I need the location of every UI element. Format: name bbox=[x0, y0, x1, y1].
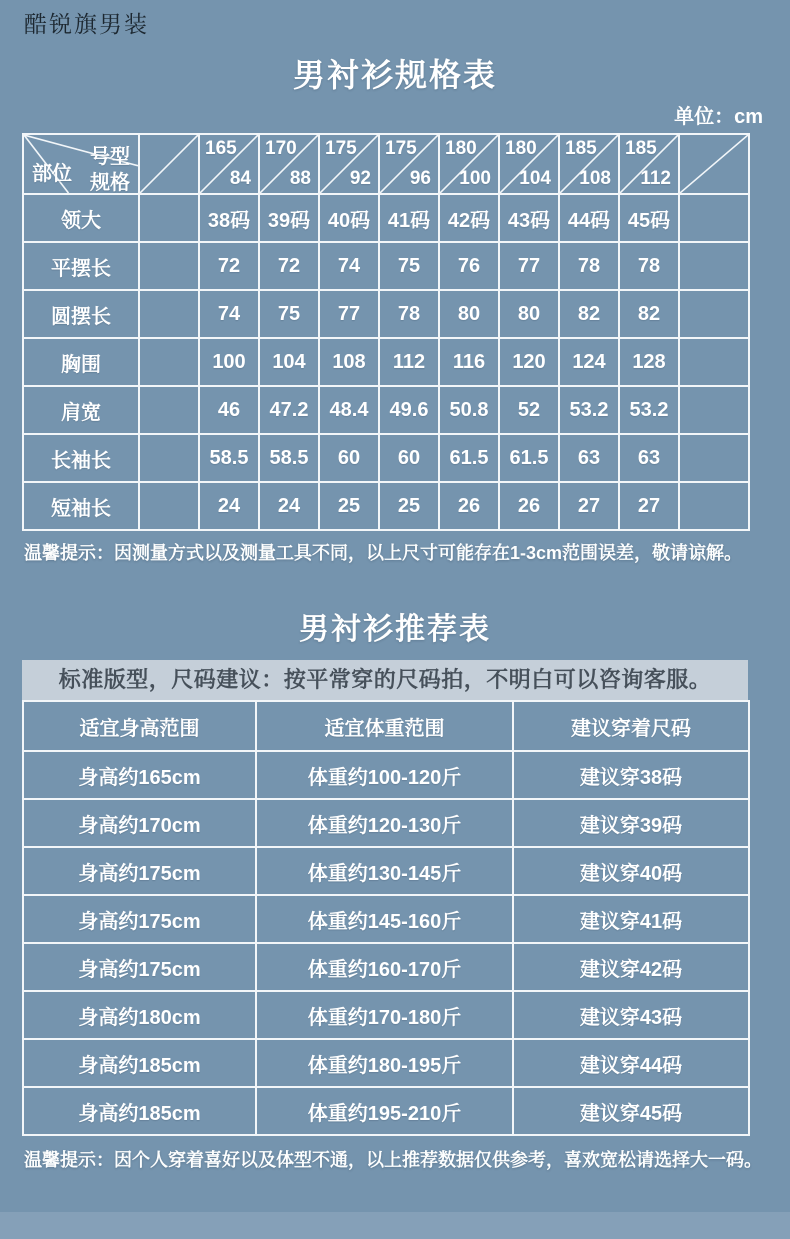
measure-value: 75 bbox=[379, 242, 439, 290]
size-header-cell-185-108 bbox=[559, 134, 619, 194]
spec-table-row bbox=[23, 338, 749, 386]
measure-value: 72 bbox=[259, 242, 319, 290]
recommend-table-title: 男衬衫推荐表 bbox=[299, 613, 491, 646]
size-header-cell-165-84 bbox=[199, 134, 259, 194]
spec-empty-diagonal-cell-right bbox=[679, 134, 749, 194]
measure-value: 112 bbox=[379, 338, 439, 386]
unit-label: 单位：cm bbox=[674, 106, 763, 128]
measure-value: 38码 bbox=[199, 194, 259, 242]
measure-label: 长袖长 bbox=[23, 434, 139, 482]
corner-label-part: 部位 bbox=[32, 163, 72, 185]
measure-value: 47.2 bbox=[259, 386, 319, 434]
size-chest-value: 96 bbox=[409, 168, 431, 189]
measure-value: 53.2 bbox=[559, 386, 619, 434]
measure-value: 108 bbox=[319, 338, 379, 386]
measure-value: 48.4 bbox=[319, 386, 379, 434]
empty-cell bbox=[139, 290, 199, 338]
measure-value: 61.5 bbox=[439, 434, 499, 482]
height-range: 身高约185cm bbox=[23, 1087, 256, 1135]
measure-value: 78 bbox=[559, 242, 619, 290]
corner-label-size-type: 号型 bbox=[90, 146, 130, 168]
height-range: 身高约170cm bbox=[23, 799, 256, 847]
empty-cell bbox=[139, 434, 199, 482]
spec-table-row bbox=[23, 242, 749, 290]
size-header-cell-180-100 bbox=[439, 134, 499, 194]
measure-value: 50.8 bbox=[439, 386, 499, 434]
weight-range: 体重约170-180斤 bbox=[256, 991, 513, 1039]
empty-cell bbox=[679, 386, 749, 434]
spec-corner-cell bbox=[23, 134, 139, 194]
empty-cell bbox=[679, 290, 749, 338]
measure-label: 圆摆长 bbox=[23, 290, 139, 338]
size-height-value: 175 bbox=[325, 138, 357, 159]
measure-value: 78 bbox=[619, 242, 679, 290]
recommend-table-note: 温馨提示：因个人穿着喜好以及体型不通，以上推荐数据仅供参考，喜欢宽松请选择大一码。 bbox=[24, 1150, 762, 1170]
size-height-value: 175 bbox=[385, 138, 417, 159]
measure-value: 52 bbox=[499, 386, 559, 434]
bottom-strip bbox=[0, 1212, 790, 1239]
measure-value: 43码 bbox=[499, 194, 559, 242]
measure-value: 26 bbox=[499, 482, 559, 530]
recommend-table-row bbox=[23, 1087, 749, 1135]
size-chest-value: 100 bbox=[459, 168, 491, 189]
measure-value: 24 bbox=[259, 482, 319, 530]
measure-label: 平摆长 bbox=[23, 242, 139, 290]
weight-range: 体重约145-160斤 bbox=[256, 895, 513, 943]
size-height-value: 180 bbox=[445, 138, 477, 159]
measure-value: 77 bbox=[319, 290, 379, 338]
height-range: 身高约175cm bbox=[23, 943, 256, 991]
recommended-size: 建议穿40码 bbox=[513, 847, 749, 895]
measure-value: 128 bbox=[619, 338, 679, 386]
recommended-size: 建议穿39码 bbox=[513, 799, 749, 847]
recommended-size: 建议穿43码 bbox=[513, 991, 749, 1039]
measure-value: 74 bbox=[319, 242, 379, 290]
recommend-table-row bbox=[23, 895, 749, 943]
empty-cell bbox=[139, 338, 199, 386]
measure-value: 49.6 bbox=[379, 386, 439, 434]
spec-table-row bbox=[23, 194, 749, 242]
measure-value: 82 bbox=[619, 290, 679, 338]
measure-value: 26 bbox=[439, 482, 499, 530]
recommended-size: 建议穿38码 bbox=[513, 751, 749, 799]
measure-value: 104 bbox=[259, 338, 319, 386]
recommend-table bbox=[22, 700, 750, 1136]
spec-table-title: 男衬衫规格表 bbox=[292, 57, 497, 93]
measure-value: 76 bbox=[439, 242, 499, 290]
measure-label: 领大 bbox=[23, 194, 139, 242]
spec-header-row bbox=[23, 134, 749, 194]
diagonal-line-icon bbox=[140, 135, 198, 193]
recommend-column-header: 建议穿着尺码 bbox=[513, 701, 749, 751]
measure-value: 58.5 bbox=[199, 434, 259, 482]
measure-value: 27 bbox=[619, 482, 679, 530]
measure-value: 100 bbox=[199, 338, 259, 386]
measure-value: 74 bbox=[199, 290, 259, 338]
recommend-table-body bbox=[23, 751, 749, 1135]
empty-cell bbox=[139, 386, 199, 434]
spec-table-row bbox=[23, 482, 749, 530]
empty-cell bbox=[679, 194, 749, 242]
size-chest-value: 108 bbox=[579, 168, 611, 189]
recommend-table-row bbox=[23, 847, 749, 895]
size-height-value: 180 bbox=[505, 138, 537, 159]
measure-value: 44码 bbox=[559, 194, 619, 242]
recommend-table-row bbox=[23, 943, 749, 991]
measure-value: 80 bbox=[439, 290, 499, 338]
recommend-header-row bbox=[23, 701, 749, 751]
empty-cell bbox=[139, 242, 199, 290]
measure-value: 27 bbox=[559, 482, 619, 530]
size-header-cell-185-112 bbox=[619, 134, 679, 194]
weight-range: 体重约180-195斤 bbox=[256, 1039, 513, 1087]
height-range: 身高约180cm bbox=[23, 991, 256, 1039]
empty-cell bbox=[679, 434, 749, 482]
size-header-cell-175-96 bbox=[379, 134, 439, 194]
size-chest-value: 92 bbox=[349, 168, 371, 189]
size-height-value: 185 bbox=[625, 138, 657, 159]
measure-value: 53.2 bbox=[619, 386, 679, 434]
size-height-value: 185 bbox=[565, 138, 597, 159]
spec-table bbox=[22, 133, 750, 531]
brand-name: 酷锐旗男装 bbox=[24, 12, 149, 37]
measure-value: 124 bbox=[559, 338, 619, 386]
measure-value: 60 bbox=[319, 434, 379, 482]
measure-value: 63 bbox=[619, 434, 679, 482]
measure-value: 82 bbox=[559, 290, 619, 338]
weight-range: 体重约120-130斤 bbox=[256, 799, 513, 847]
size-chest-value: 104 bbox=[519, 168, 551, 189]
size-chest-value: 84 bbox=[229, 168, 251, 189]
empty-cell bbox=[679, 482, 749, 530]
measure-value: 63 bbox=[559, 434, 619, 482]
weight-range: 体重约130-145斤 bbox=[256, 847, 513, 895]
height-range: 身高约185cm bbox=[23, 1039, 256, 1087]
measure-value: 25 bbox=[319, 482, 379, 530]
weight-range: 体重约160-170斤 bbox=[256, 943, 513, 991]
measure-value: 25 bbox=[379, 482, 439, 530]
measure-value: 40码 bbox=[319, 194, 379, 242]
recommend-table-row bbox=[23, 799, 749, 847]
size-advice-banner: 标准版型，尺码建议：按平常穿的尺码拍，不明白可以咨询客服。 bbox=[22, 660, 748, 700]
measure-value: 80 bbox=[499, 290, 559, 338]
size-header-cell-180-104 bbox=[499, 134, 559, 194]
measure-value: 61.5 bbox=[499, 434, 559, 482]
spec-table-body bbox=[23, 194, 749, 530]
empty-cell bbox=[139, 194, 199, 242]
recommended-size: 建议穿41码 bbox=[513, 895, 749, 943]
measure-value: 75 bbox=[259, 290, 319, 338]
weight-range: 体重约195-210斤 bbox=[256, 1087, 513, 1135]
measure-label: 肩宽 bbox=[23, 386, 139, 434]
weight-range: 体重约100-120斤 bbox=[256, 751, 513, 799]
recommended-size: 建议穿45码 bbox=[513, 1087, 749, 1135]
size-chest-value: 88 bbox=[289, 168, 311, 189]
measure-label: 胸围 bbox=[23, 338, 139, 386]
size-height-value: 170 bbox=[265, 138, 297, 159]
diagonal-line-icon bbox=[680, 135, 748, 193]
height-range: 身高约165cm bbox=[23, 751, 256, 799]
recommend-table-row bbox=[23, 1039, 749, 1087]
size-height-value: 165 bbox=[205, 138, 237, 159]
measure-value: 24 bbox=[199, 482, 259, 530]
height-range: 身高约175cm bbox=[23, 895, 256, 943]
empty-cell bbox=[139, 482, 199, 530]
spec-table-row bbox=[23, 386, 749, 434]
measure-value: 120 bbox=[499, 338, 559, 386]
recommended-size: 建议穿42码 bbox=[513, 943, 749, 991]
empty-cell bbox=[679, 242, 749, 290]
measure-value: 60 bbox=[379, 434, 439, 482]
measure-value: 42码 bbox=[439, 194, 499, 242]
empty-cell bbox=[679, 338, 749, 386]
size-chest-value: 112 bbox=[640, 168, 671, 189]
spec-table-row bbox=[23, 434, 749, 482]
measure-value: 58.5 bbox=[259, 434, 319, 482]
measure-value: 78 bbox=[379, 290, 439, 338]
measure-value: 45码 bbox=[619, 194, 679, 242]
measure-label: 短袖长 bbox=[23, 482, 139, 530]
spec-table-row bbox=[23, 290, 749, 338]
measure-value: 46 bbox=[199, 386, 259, 434]
measure-value: 41码 bbox=[379, 194, 439, 242]
spec-empty-diagonal-cell bbox=[139, 134, 199, 194]
measure-value: 116 bbox=[439, 338, 499, 386]
corner-label-spec: 规格 bbox=[90, 172, 130, 194]
size-header-cell-175-92 bbox=[319, 134, 379, 194]
measure-value: 39码 bbox=[259, 194, 319, 242]
spec-table-note: 温馨提示：因测量方式以及测量工具不同，以上尺寸可能存在1-3cm范围误差，敬请谅解。 bbox=[24, 543, 743, 563]
recommended-size: 建议穿44码 bbox=[513, 1039, 749, 1087]
size-header-cell-170-88 bbox=[259, 134, 319, 194]
recommend-column-header: 适宜体重范围 bbox=[256, 701, 513, 751]
recommend-column-header: 适宜身高范围 bbox=[23, 701, 256, 751]
measure-value: 72 bbox=[199, 242, 259, 290]
height-range: 身高约175cm bbox=[23, 847, 256, 895]
recommend-table-row bbox=[23, 991, 749, 1039]
measure-value: 77 bbox=[499, 242, 559, 290]
recommend-table-row bbox=[23, 751, 749, 799]
